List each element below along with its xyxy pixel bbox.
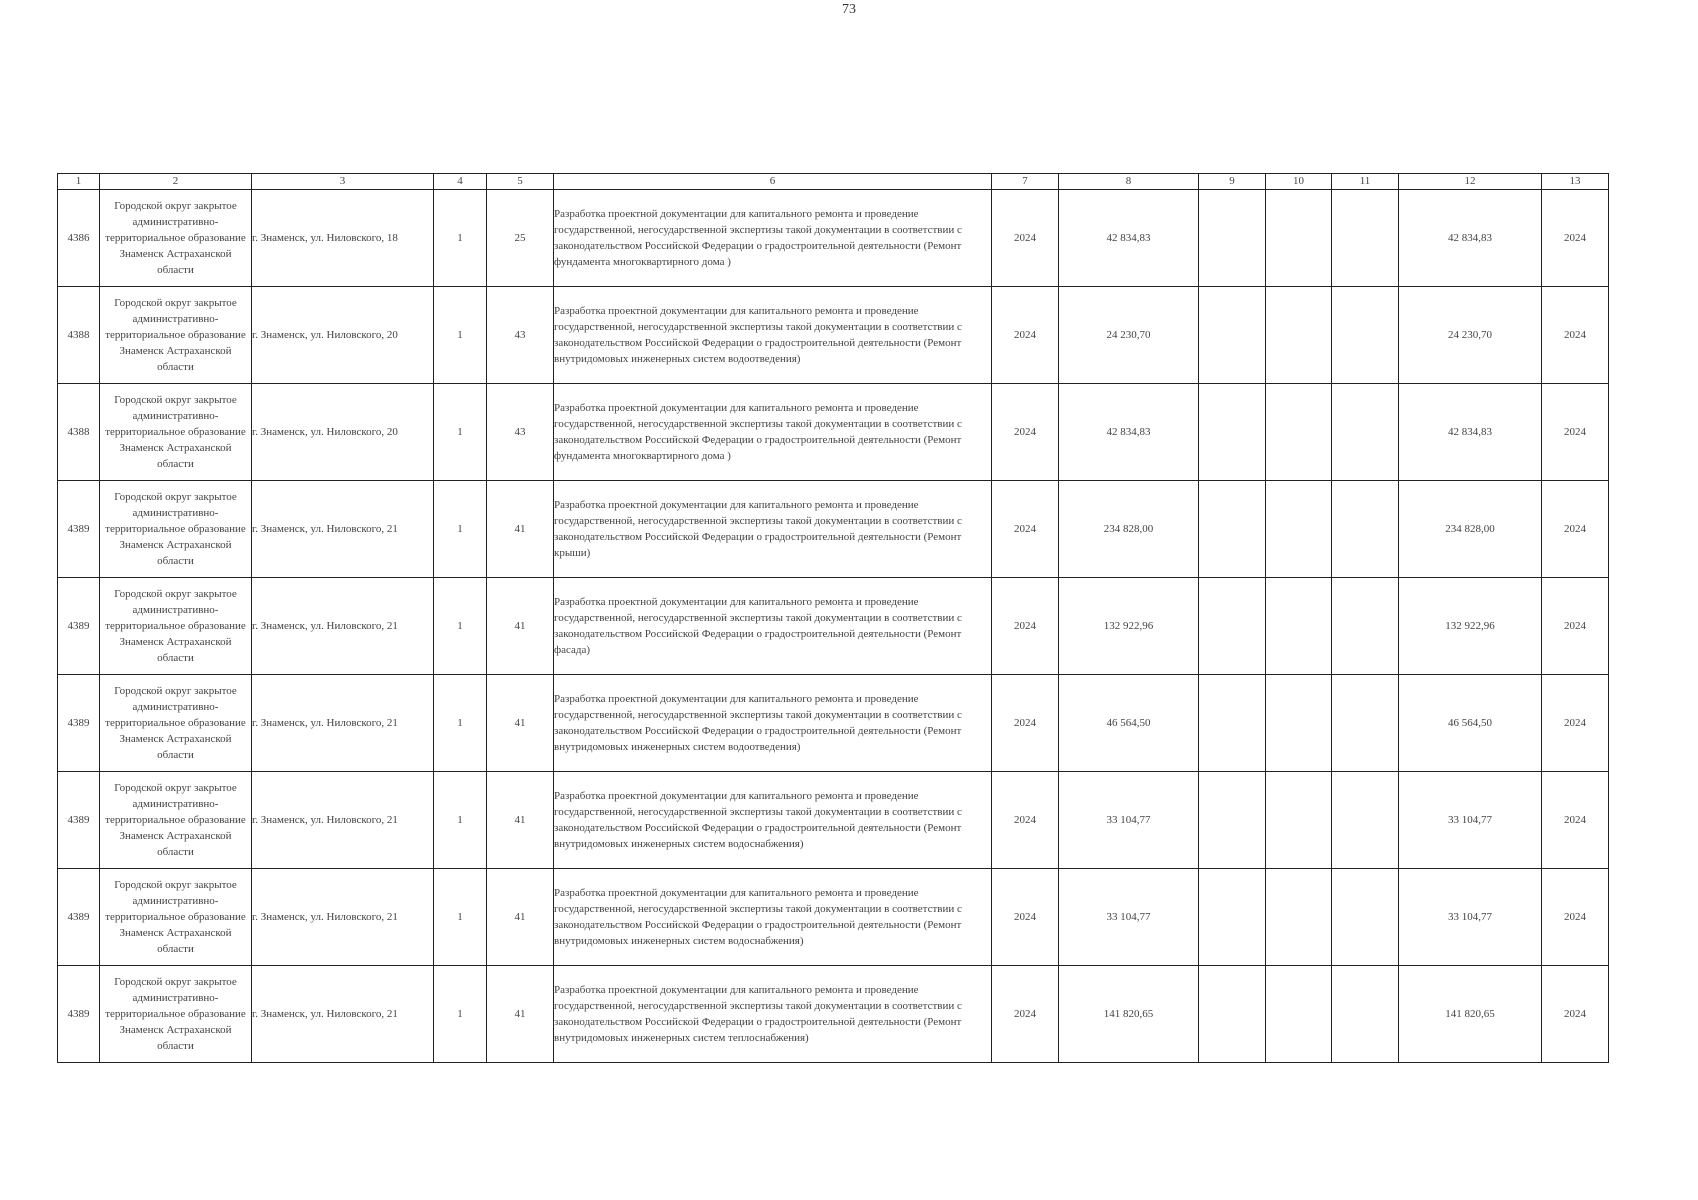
column-header: 3 [252,174,434,190]
cell-work-description: Разработка проектной документации для капитального ремонта и проведение государственной, негосударственной экспертизы такой документации в соответствии с законодательством Российской Федерации о градостроительной деятельности (Ремонт фундамента многоквартирного дома ) [554,190,992,287]
cell-col-9 [1199,287,1266,384]
cell-col-11 [1332,578,1399,675]
cell-col-5: 41 [487,869,554,966]
cell-funding-amount: 234 828,00 [1399,481,1542,578]
cell-col-5: 43 [487,384,554,481]
cell-col-11 [1332,675,1399,772]
cell-completion-year: 2024 [1542,675,1609,772]
cell-municipality: Городской округ закрытое административно-территориальное образование Знаменск Астраханской области [100,287,252,384]
cell-year: 2024 [992,578,1059,675]
cell-col-5: 25 [487,190,554,287]
cell-year: 2024 [992,190,1059,287]
cell-municipality: Городской округ закрытое административно-территориальное образование Знаменск Астраханской области [100,966,252,1063]
cell-col-10 [1266,578,1332,675]
cell-year: 2024 [992,481,1059,578]
cell-total-cost: 46 564,50 [1059,675,1199,772]
cell-year: 2024 [992,287,1059,384]
table-row [58,772,1609,869]
column-header: 5 [487,174,554,190]
cell-col-4: 1 [434,966,487,1063]
cell-record-id: 4386 [58,190,100,287]
cell-address: г. Знаменск, ул. Ниловского, 21 [252,772,434,869]
cell-year: 2024 [992,966,1059,1063]
cell-col-10 [1266,287,1332,384]
cell-funding-amount: 33 104,77 [1399,869,1542,966]
cell-work-description: Разработка проектной документации для капитального ремонта и проведение государственной, негосударственной экспертизы такой документации в соответствии с законодательством Российской Федерации о градостроительной деятельности (Ремонт фасада) [554,578,992,675]
cell-year: 2024 [992,675,1059,772]
cell-record-id: 4389 [58,772,100,869]
cell-municipality: Городской округ закрытое административно-территориальное образование Знаменск Астраханской области [100,384,252,481]
cell-col-11 [1332,190,1399,287]
cell-col-5: 41 [487,481,554,578]
cell-funding-amount: 42 834,83 [1399,190,1542,287]
cell-municipality: Городской округ закрытое административно-территориальное образование Знаменск Астраханской области [100,481,252,578]
cell-work-description: Разработка проектной документации для капитального ремонта и проведение государственной, негосударственной экспертизы такой документации в соответствии с законодательством Российской Федерации о градостроительной деятельности (Ремонт внутридомовых инженерных систем водоотведения) [554,287,992,384]
cell-funding-amount: 132 922,96 [1399,578,1542,675]
column-header: 1 [58,174,100,190]
cell-col-9 [1199,675,1266,772]
cell-completion-year: 2024 [1542,578,1609,675]
cell-funding-amount: 24 230,70 [1399,287,1542,384]
cell-col-10 [1266,966,1332,1063]
table-row [58,966,1609,1063]
cell-col-11 [1332,869,1399,966]
cell-address: г. Знаменск, ул. Ниловского, 20 [252,287,434,384]
cell-completion-year: 2024 [1542,481,1609,578]
cell-col-9 [1199,481,1266,578]
cell-total-cost: 42 834,83 [1059,190,1199,287]
cell-work-description: Разработка проектной документации для капитального ремонта и проведение государственной, негосударственной экспертизы такой документации в соответствии с законодательством Российской Федерации о градостроительной деятельности (Ремонт внутридомовых инженерных систем теплоснабжения) [554,966,992,1063]
column-header: 6 [554,174,992,190]
cell-municipality: Городской округ закрытое административно-территориальное образование Знаменск Астраханской области [100,578,252,675]
cell-col-9 [1199,869,1266,966]
table-row [58,190,1609,287]
cell-record-id: 4389 [58,869,100,966]
cell-col-10 [1266,384,1332,481]
cell-work-description: Разработка проектной документации для капитального ремонта и проведение государственной, негосударственной экспертизы такой документации в соответствии с законодательством Российской Федерации о градостроительной деятельности (Ремонт крыши) [554,481,992,578]
cell-record-id: 4389 [58,966,100,1063]
cell-col-10 [1266,772,1332,869]
cell-municipality: Городской округ закрытое административно-территориальное образование Знаменск Астраханской области [100,190,252,287]
cell-col-11 [1332,384,1399,481]
cell-col-4: 1 [434,384,487,481]
cell-municipality: Городской округ закрытое административно-территориальное образование Знаменск Астраханской области [100,675,252,772]
cell-work-description: Разработка проектной документации для капитального ремонта и проведение государственной, негосударственной экспертизы такой документации в соответствии с законодательством Российской Федерации о градостроительной деятельности (Ремонт внутридомовых инженерных систем водоснабжения) [554,869,992,966]
cell-year: 2024 [992,772,1059,869]
column-header: 12 [1399,174,1542,190]
cell-funding-amount: 141 820,65 [1399,966,1542,1063]
table-row [58,578,1609,675]
cell-municipality: Городской округ закрытое административно-территориальное образование Знаменск Астраханской области [100,869,252,966]
cell-address: г. Знаменск, ул. Ниловского, 21 [252,481,434,578]
cell-year: 2024 [992,384,1059,481]
cell-record-id: 4388 [58,287,100,384]
table-row [58,384,1609,481]
column-header: 11 [1332,174,1399,190]
cell-col-11 [1332,287,1399,384]
column-header: 7 [992,174,1059,190]
cell-col-11 [1332,481,1399,578]
cell-total-cost: 141 820,65 [1059,966,1199,1063]
cell-col-4: 1 [434,578,487,675]
cell-col-9 [1199,384,1266,481]
cell-total-cost: 24 230,70 [1059,287,1199,384]
cell-work-description: Разработка проектной документации для капитального ремонта и проведение государственной, негосударственной экспертизы такой документации в соответствии с законодательством Российской Федерации о градостроительной деятельности (Ремонт фундамента многоквартирного дома ) [554,384,992,481]
cell-col-10 [1266,190,1332,287]
column-header: 10 [1266,174,1332,190]
table-row [58,481,1609,578]
cell-total-cost: 42 834,83 [1059,384,1199,481]
page-number: 73 [842,2,856,17]
cell-col-10 [1266,481,1332,578]
cell-address: г. Знаменск, ул. Ниловского, 21 [252,675,434,772]
column-header: 8 [1059,174,1199,190]
cell-completion-year: 2024 [1542,869,1609,966]
cell-year: 2024 [992,869,1059,966]
cell-col-10 [1266,675,1332,772]
table-row [58,675,1609,772]
cell-total-cost: 132 922,96 [1059,578,1199,675]
header-row [58,174,1609,190]
cell-col-4: 1 [434,869,487,966]
cell-total-cost: 234 828,00 [1059,481,1199,578]
cell-col-9 [1199,190,1266,287]
cell-completion-year: 2024 [1542,287,1609,384]
cell-col-5: 41 [487,772,554,869]
cell-col-5: 43 [487,287,554,384]
cell-col-11 [1332,772,1399,869]
table-row [58,287,1609,384]
column-header: 9 [1199,174,1266,190]
cell-address: г. Знаменск, ул. Ниловского, 18 [252,190,434,287]
cell-col-11 [1332,966,1399,1063]
cell-col-5: 41 [487,675,554,772]
cell-funding-amount: 42 834,83 [1399,384,1542,481]
cell-col-9 [1199,966,1266,1063]
cell-record-id: 4388 [58,384,100,481]
cell-completion-year: 2024 [1542,384,1609,481]
cell-col-4: 1 [434,190,487,287]
cell-completion-year: 2024 [1542,190,1609,287]
cell-municipality: Городской округ закрытое административно-территориальное образование Знаменск Астраханской области [100,772,252,869]
cell-work-description: Разработка проектной документации для капитального ремонта и проведение государственной, негосударственной экспертизы такой документации в соответствии с законодательством Российской Федерации о градостроительной деятельности (Ремонт внутридомовых инженерных систем водоотведения) [554,675,992,772]
cell-total-cost: 33 104,77 [1059,869,1199,966]
cell-total-cost: 33 104,77 [1059,772,1199,869]
column-header: 13 [1542,174,1609,190]
cell-col-5: 41 [487,578,554,675]
cell-col-4: 1 [434,481,487,578]
registry-table [57,173,1609,1063]
cell-funding-amount: 46 564,50 [1399,675,1542,772]
cell-record-id: 4389 [58,675,100,772]
cell-work-description: Разработка проектной документации для капитального ремонта и проведение государственной, негосударственной экспертизы такой документации в соответствии с законодательством Российской Федерации о градостроительной деятельности (Ремонт внутридомовых инженерных систем водоснабжения) [554,772,992,869]
column-header: 2 [100,174,252,190]
cell-address: г. Знаменск, ул. Ниловского, 21 [252,966,434,1063]
cell-address: г. Знаменск, ул. Ниловского, 21 [252,578,434,675]
cell-address: г. Знаменск, ул. Ниловского, 21 [252,869,434,966]
cell-completion-year: 2024 [1542,772,1609,869]
column-header: 4 [434,174,487,190]
table-body [58,190,1609,1063]
cell-col-4: 1 [434,287,487,384]
cell-col-4: 1 [434,675,487,772]
table-row [58,869,1609,966]
cell-record-id: 4389 [58,481,100,578]
cell-record-id: 4389 [58,578,100,675]
cell-col-9 [1199,772,1266,869]
cell-completion-year: 2024 [1542,966,1609,1063]
cell-col-10 [1266,869,1332,966]
cell-col-4: 1 [434,772,487,869]
table-header [58,174,1609,190]
cell-funding-amount: 33 104,77 [1399,772,1542,869]
cell-address: г. Знаменск, ул. Ниловского, 20 [252,384,434,481]
cell-col-9 [1199,578,1266,675]
cell-col-5: 41 [487,966,554,1063]
